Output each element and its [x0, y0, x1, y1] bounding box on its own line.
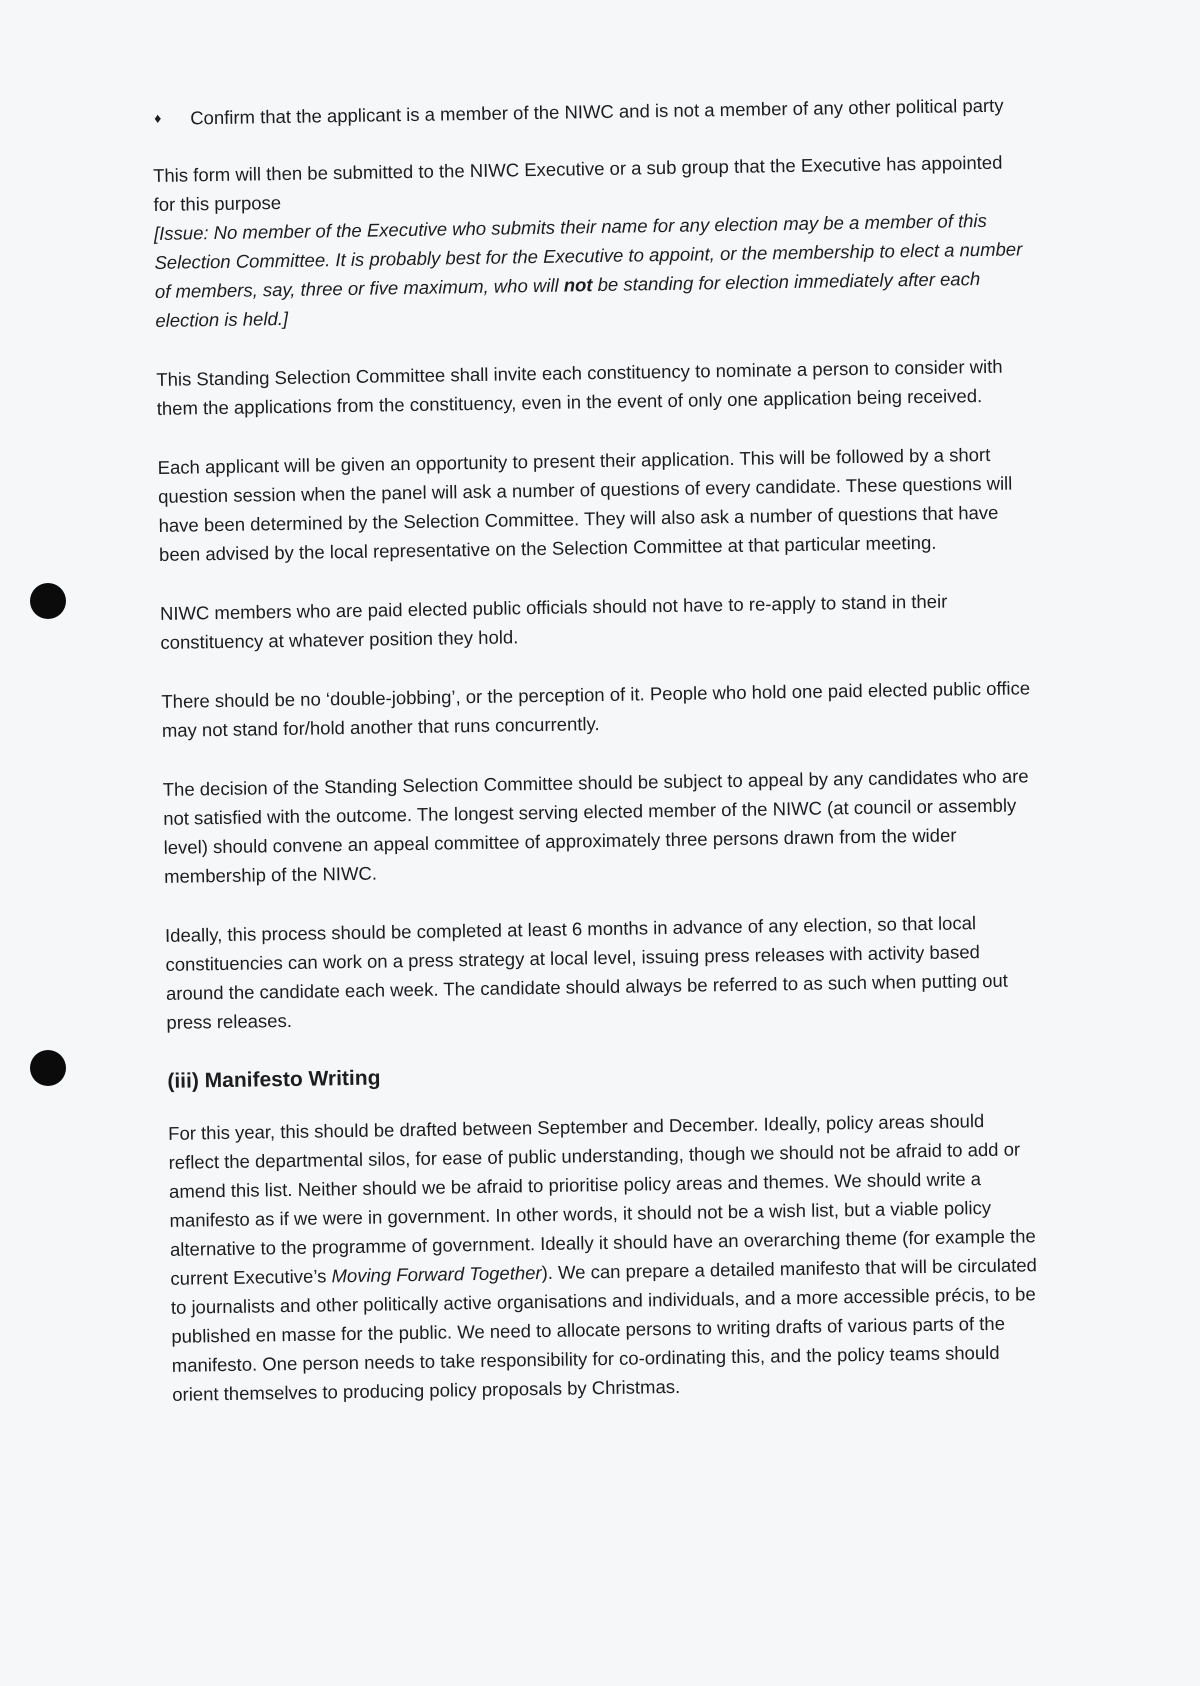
issue-note-start: [Issue: No member of the Executive who submits their name for any election may be a member of this Selection Committee. It is probably best for the Executive to appoint, or the membership to elect a number of members, say, three or five maximum, who will: [153, 209, 1023, 302]
diamond-bullet-icon: ♦: [154, 109, 162, 126]
manifesto-text-end: ). We can prepare a detailed manifesto that will be circulated to journalists and other politically active organisations and individuals, and a more accessible précis, to be published en masse for the public. We need to allocate persons to writing drafts of various parts of the manifesto. One person needs to take responsibility for co-ordinating this, and the policy teams should orient themselves to producing policy proposals by Christmas.: [170, 1254, 1038, 1405]
punch-hole-bottom: [30, 1050, 66, 1086]
paragraph-appeal: The decision of the Standing Selection Committee should be subject to appeal by any candidates who are not satisfied with the outcome. The longest serving elected member of the NIWC (at council or assembly level) should convene an appeal committee of approximately three persons drawn from the wider membership of the NIWC.: [162, 765, 1029, 887]
issue-note: [154, 210, 1023, 331]
paragraph-applicant-presentation: Each applicant will be given an opportunity to present their application. This will be followed by a short question session when the panel will ask a number of questions of every candidate. These questions will have been determined by the Selection Committee. They will also ask a number of questions that have been advised by the local representative on the Selection Committee at that particular meeting.: [157, 443, 1013, 565]
paragraph-double-jobbing: There should be no ‘double-jobbing’, or the perception of it. People who hold one paid elected public office may not stand for/hold another that runs concurrently.: [161, 677, 1031, 741]
manifesto-text-start: For this year, this should be drafted between September and December. Ideally, policy areas should reflect the departmental silos, for ease of public understanding, though we should not be afraid to add or amend this list. Neither should we be afraid to prioritise policy areas and themes. We should write a manifesto as if we were in government. In other words, it should not be a wish list, but a viable policy alternative to the programme of government. Ideally it should have an overarching theme (for example the current Executive’s: [168, 1110, 1036, 1289]
submission-paragraph: [153, 147, 1026, 335]
paragraph-elected-officials: NIWC members who are paid elected public officials should not have to re-apply to stand in their constituency at whatever position they hold.: [159, 590, 948, 653]
manifesto-paragraph: [168, 1105, 1042, 1409]
issue-note-emphasis: not: [563, 274, 593, 296]
punch-hole-top: [30, 583, 66, 619]
issue-note-end: be standing for election immediately after each election is held.]: [155, 268, 981, 331]
paragraph-selection-committee: This Standing Selection Committee shall invite each constituency to nominate a person to consider with them the applications from the constituency, even in the event of only one application being received.: [156, 355, 1003, 419]
submission-text: This form will then be submitted to the NIWC Executive or a sub group that the Executive has appointed for this purpose: [152, 151, 1003, 215]
manifesto-title-italic: Moving Forward Together: [331, 1262, 542, 1287]
paragraph-timing: Ideally, this process should be completed at least 6 months in advance of any election, so that local constituencies can work on a press strategy at local level, issuing press releases with activity based around the candidate each week. The candidate should always be referred to as such when putting out press releases.: [164, 912, 1009, 1033]
section-heading: (iii) Manifesto Writing: [167, 1066, 381, 1093]
bullet-item: [152, 90, 1022, 133]
bullet-text: Confirm that the applicant is a member of the NIWC and is not a member of any other political party: [190, 94, 1004, 129]
document-body: [152, 90, 1043, 1439]
